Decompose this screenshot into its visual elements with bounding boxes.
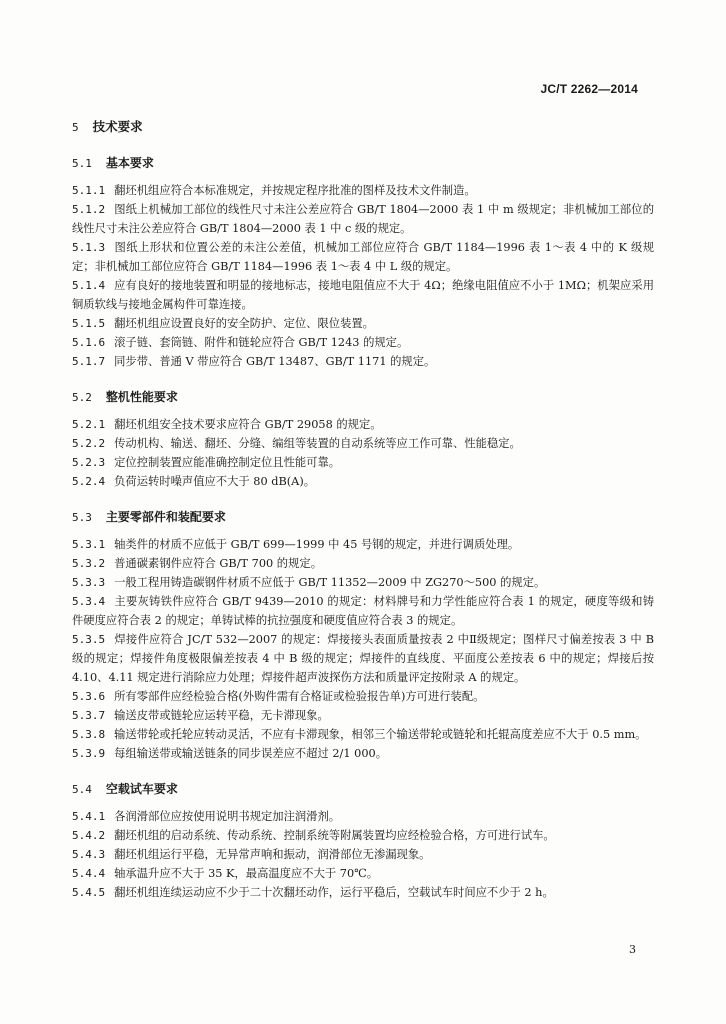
subsection-title: 整机性能要求 <box>105 390 178 404</box>
clause-number: 5.1.4 <box>72 279 106 292</box>
clause-text: 负荷运转时噪声值应不大于 80 dB(A)。 <box>114 475 316 488</box>
clause-5-2-2 <box>72 434 654 453</box>
clause-5-4-4 <box>72 864 654 883</box>
clause-5-3-3 <box>72 573 654 592</box>
clause-5-2-1 <box>72 415 654 434</box>
clause-number: 5.3.7 <box>72 709 106 722</box>
clause-5-3-6 <box>72 687 654 706</box>
clause-text: 焊接件应符合 JC/T 532—2007 的规定：焊接接头表面质量按表 2 中Ⅱ级规定；图样尺寸偏差按表 3 中 B 级的规定；焊接件角度极限偏差按表 4 中 B 级的规定；焊接件的直线度、平面度公差按表 6 中的规定；焊接后按 4.10、4.11 规定进行消除应力处理；焊接件超声波探伤方法和质量评定按附录 A 的规定。 <box>72 633 654 684</box>
clause-5-3-1 <box>72 535 654 554</box>
clause-5-3-5 <box>72 630 654 687</box>
clause-text: 传动机构、输送、翻坯、分缝、编组等装置的自动系统等应工作可靠、性能稳定。 <box>114 437 521 450</box>
clause-number: 5.1.5 <box>72 317 106 330</box>
clause-text: 翻坯机组应符合本标准规定，并按规定程序批准的图样及技术文件制造。 <box>114 184 476 197</box>
clause-number: 5.4.3 <box>72 848 106 861</box>
subsection-number: 5.1 <box>72 157 92 170</box>
clause-5-1-1 <box>72 181 654 200</box>
clause-5-4-3 <box>72 845 654 864</box>
clause-number: 5.1.2 <box>72 203 106 216</box>
clause-5-1-2 <box>72 200 654 238</box>
subsection-title: 空载试车要求 <box>105 782 178 796</box>
clause-5-1-3 <box>72 238 654 276</box>
subsection-heading-5-1 <box>72 154 654 173</box>
section-heading-5 <box>72 118 654 137</box>
clause-number: 5.3.4 <box>72 595 106 608</box>
clause-number: 5.3.1 <box>72 538 106 551</box>
subsection-title: 基本要求 <box>105 156 154 170</box>
clause-5-2-4 <box>72 472 654 491</box>
clause-number: 5.1.6 <box>72 336 106 349</box>
clause-text: 图纸上机械加工部位的线性尺寸未注公差应符合 GB/T 1804—2000 表 1 中 m 级规定；非机械加工部位的线性尺寸未注公差应符合 GB/T 1804—2000 表 1 中 c 级的规定。 <box>72 203 654 235</box>
clause-5-3-4 <box>72 592 654 630</box>
clause-number: 5.3.6 <box>72 690 106 703</box>
spacer <box>72 491 654 498</box>
clause-text: 每组输送带或输送链条的同步误差应不超过 2/1 000。 <box>114 747 387 760</box>
section-number: 5 <box>72 121 79 134</box>
standard-code: JC/T 2262—2014 <box>540 82 638 96</box>
clause-text: 翻坯机组连续运动应不少于二十次翻坯动作，运行平稳后，空载试车时间应不少于 2 h。 <box>114 886 554 899</box>
clause-5-1-7 <box>72 352 654 371</box>
clause-text: 所有零部件应经检验合格(外购件需有合格证或检验报告单)方可进行装配。 <box>114 690 485 703</box>
spacer <box>72 371 654 378</box>
clause-5-4-5 <box>72 883 654 902</box>
clause-5-4-1 <box>72 807 654 826</box>
clause-text: 轴承温升应不大于 35 K，最高温度应不大于 70℃。 <box>114 867 379 880</box>
spacer <box>72 763 654 770</box>
clause-text: 同步带、普通 V 带应符合 GB/T 13487、GB/T 1171 的规定。 <box>114 355 436 368</box>
page-content <box>72 118 654 902</box>
clause-5-4-2 <box>72 826 654 845</box>
clause-text: 输送带轮或托轮应转动灵活，不应有卡滞现象，相邻三个输送带轮或链轮和托辊高度差应不大于 0.5 mm。 <box>114 728 647 741</box>
clause-number: 5.4.4 <box>72 867 106 880</box>
clause-text: 翻坯机组的启动系统、传动系统、控制系统等附属装置均应经检验合格，方可进行试车。 <box>114 829 555 842</box>
clause-number: 5.4.1 <box>72 810 106 823</box>
clause-number: 5.2.2 <box>72 437 106 450</box>
clause-5-1-4 <box>72 276 654 314</box>
clause-5-3-8 <box>72 725 654 744</box>
clause-text: 翻坯机组运行平稳，无异常声响和振动，润滑部位无渗漏现象。 <box>114 848 431 861</box>
clause-text: 一般工程用铸造碳钢件材质不应低于 GB/T 11352—2009 中 ZG270～500 的规定。 <box>114 576 546 589</box>
subsection-number: 5.2 <box>72 391 92 404</box>
clause-5-1-6 <box>72 333 654 352</box>
clause-text: 翻坯机组应设置良好的安全防护、定位、限位装置。 <box>114 317 374 330</box>
page-number: 3 <box>629 943 636 956</box>
clause-text: 主要灰铸铁件应符合 GB/T 9439—2010 的规定：材料牌号和力学性能应符合表 1 的规定，硬度等级和铸件硬度应符合表 2 的规定；单铸试棒的抗拉强度和硬度值应符合表 3 的规定。 <box>72 595 654 627</box>
clause-number: 5.3.8 <box>72 728 106 741</box>
clause-5-3-7 <box>72 706 654 725</box>
subsection-heading-5-3 <box>72 508 654 527</box>
subsection-title: 主要零部件和装配要求 <box>105 510 226 524</box>
clause-5-3-9 <box>72 744 654 763</box>
clause-text: 翻坯机组安全技术要求应符合 GB/T 29058 的规定。 <box>114 418 382 431</box>
clause-text: 各润滑部位应按使用说明书规定加注润滑剂。 <box>114 810 341 823</box>
clause-number: 5.3.3 <box>72 576 106 589</box>
clause-number: 5.2.3 <box>72 456 106 469</box>
clause-text: 定位控制装置应能准确控制定位且性能可靠。 <box>114 456 341 469</box>
clause-number: 5.3.5 <box>72 633 106 646</box>
subsection-number: 5.3 <box>72 511 92 524</box>
clause-number: 5.2.1 <box>72 418 106 431</box>
clause-text: 普通碳素钢件应符合 GB/T 700 的规定。 <box>114 557 322 570</box>
subsection-heading-5-4 <box>72 780 654 799</box>
clause-text: 滚子链、套筒链、附件和链轮应符合 GB/T 1243 的规定。 <box>114 336 409 349</box>
clause-text: 应有良好的接地装置和明显的接地标志，接地电阻值应不大于 4Ω；绝缘电阻值应不小于 1MΩ；机架应采用铜质软线与接地金属构件可靠连接。 <box>72 279 654 311</box>
clause-number: 5.1.3 <box>72 241 106 254</box>
clause-number: 5.3.9 <box>72 747 106 760</box>
clause-text: 图纸上形状和位置公差的未注公差值，机械加工部位应符合 GB/T 1184—1996 表 1～表 4 中的 K 级规定；非机械加工部位应符合 GB/T 1184—1996 表 1～表 4 中 L 级的规定。 <box>72 241 654 273</box>
clause-number: 5.4.5 <box>72 886 106 899</box>
clause-text: 轴类件的材质不应低于 GB/T 699—1999 中 45 号钢的规定，并进行调质处理。 <box>114 538 520 551</box>
clause-number: 5.4.2 <box>72 829 106 842</box>
clause-number: 5.3.2 <box>72 557 106 570</box>
clause-text: 输送皮带或链轮应运转平稳，无卡滞现象。 <box>114 709 329 722</box>
clause-number: 5.2.4 <box>72 475 106 488</box>
clause-5-1-5 <box>72 314 654 333</box>
clause-number: 5.1.1 <box>72 184 106 197</box>
section-title: 技术要求 <box>92 119 143 134</box>
clause-number: 5.1.7 <box>72 355 106 368</box>
subsection-heading-5-2 <box>72 388 654 407</box>
clause-5-3-2 <box>72 554 654 573</box>
clause-5-2-3 <box>72 453 654 472</box>
subsection-number: 5.4 <box>72 783 92 796</box>
